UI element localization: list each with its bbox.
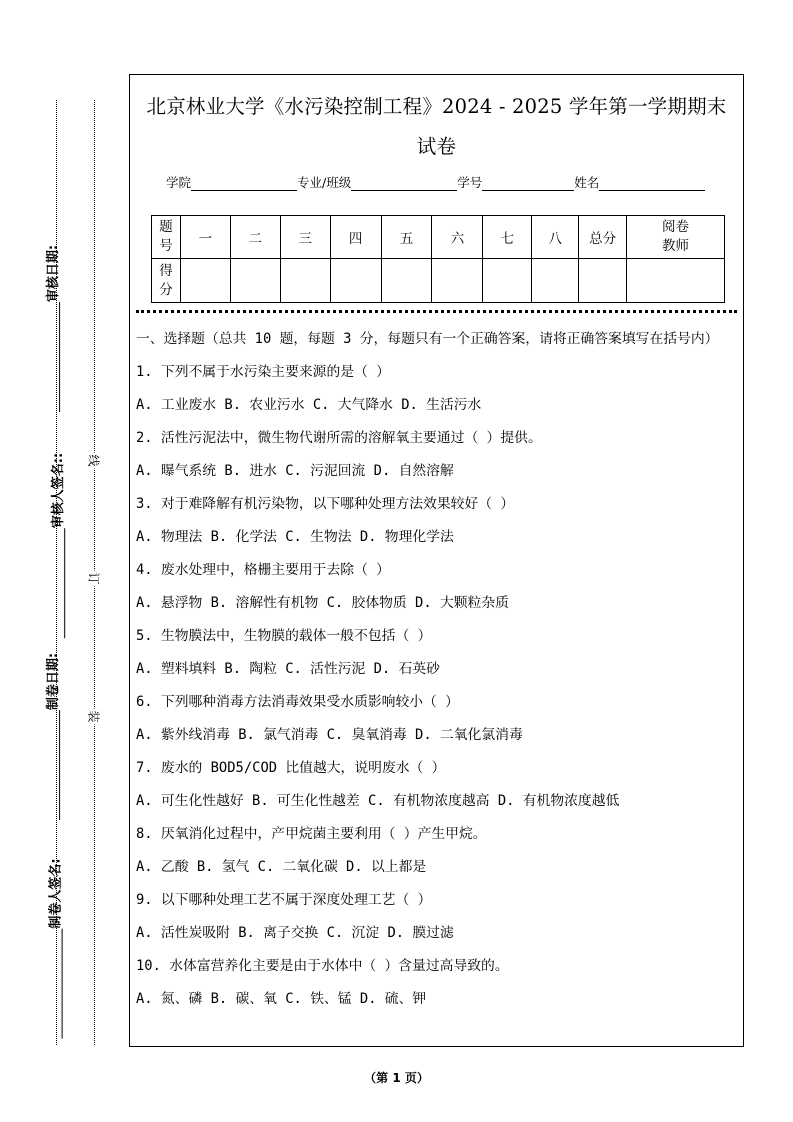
score-cell-4[interactable] — [330, 259, 381, 303]
score-cell-5[interactable] — [381, 259, 432, 303]
question-number-header: 题 号 — [152, 216, 181, 259]
college-blank[interactable] — [191, 177, 297, 191]
section-header-4: 四 — [330, 216, 381, 259]
score-table-header-row — [152, 216, 725, 259]
question-3-options: A. 物理法 B. 化学法 C. 生物法 D. 物理化学法 — [136, 529, 454, 545]
score-cell-total[interactable] — [579, 259, 627, 303]
total-score-header: 总分 — [579, 216, 627, 259]
section-header-1: 一 — [180, 216, 230, 259]
reviewer-header: 阅卷 教师 — [627, 216, 725, 259]
student-id-label: 学号 — [457, 175, 483, 190]
question-4-options: A. 悬浮物 B. 溶解性有机物 C. 胶体物质 D. 大颗粒杂质 — [136, 595, 509, 611]
question-7: 7. 废水的 BOD5/COD 比值越大，说明废水（ ） — [136, 760, 446, 776]
score-cell-1[interactable] — [180, 259, 230, 303]
question-5-options: A. 塑料填料 B. 陶粒 C. 活性污泥 D. 石英砂 — [136, 661, 440, 677]
question-8: 8. 厌氧消化过程中，产甲烷菌主要利用（ ）产生甲烷。 — [136, 826, 487, 842]
student-info-row — [166, 173, 705, 191]
make-date-blank[interactable] — [47, 710, 60, 820]
question-2-options: A. 曝气系统 B. 进水 C. 污泥回流 D. 自然溶解 — [136, 463, 454, 479]
section-header-3: 三 — [280, 216, 330, 259]
binding-line-char: 线 — [86, 454, 101, 467]
section-header-5: 五 — [381, 216, 432, 259]
question-10-options: A. 氮、磷 B. 碳、氧 C. 铁、锰 D. 硫、钾 — [136, 991, 427, 1007]
score-cell-2[interactable] — [230, 259, 280, 303]
student-id-blank[interactable] — [482, 177, 574, 191]
section-header-6: 六 — [432, 216, 483, 259]
section-header-7: 七 — [483, 216, 532, 259]
score-cell-reviewer[interactable] — [627, 259, 725, 303]
section-header-8: 八 — [532, 216, 579, 259]
question-10: 10. 水体富营养化主要是由于水体中（ ）含量过高导致的。 — [136, 958, 509, 974]
maker-sign-text: 制卷人签名: — [48, 858, 64, 929]
question-8-options: A. 乙酸 B. 氢气 C. 二氧化碳 D. 以上都是 — [136, 859, 427, 875]
score-table-score-row — [152, 259, 725, 303]
maker-sign-blank[interactable] — [50, 929, 63, 1039]
question-1-options: A. 工业废水 B. 农业污水 C. 大气降水 D. 生活污水 — [136, 397, 482, 413]
binding-bind-char: 装 — [86, 710, 101, 723]
section-heading: 一、选择题（总共 10 题，每题 3 分，每题只有一个正确答案，请将正确答案填写在括号内） — [136, 331, 719, 347]
section-header-2: 二 — [230, 216, 280, 259]
score-label: 得 分 — [152, 259, 181, 303]
college-label: 学院 — [166, 175, 192, 190]
exam-title-line2: 试卷 — [416, 135, 457, 158]
score-cell-8[interactable] — [532, 259, 579, 303]
question-1: 1. 下列不属于水污染主要来源的是（ ） — [136, 364, 390, 380]
make-date-label — [42, 653, 61, 822]
binding-staple-char: 订 — [86, 572, 101, 585]
score-table — [151, 215, 725, 303]
score-cell-3[interactable] — [280, 259, 330, 303]
score-cell-6[interactable] — [432, 259, 483, 303]
question-9: 9. 以下哪种处理工艺不属于深度处理工艺（ ） — [136, 892, 432, 908]
review-date-label — [42, 245, 61, 414]
reviewer-sign-blank[interactable] — [52, 528, 65, 638]
question-6: 6. 下列哪种消毒方法消毒效果受水质影响较小（ ） — [136, 694, 459, 710]
question-6-options: A. 紫外线消毒 B. 氯气消毒 C. 臭氧消毒 D. 二氧化氯消毒 — [136, 727, 523, 743]
review-date-blank[interactable] — [47, 302, 60, 412]
section-choice-questions — [136, 328, 736, 1022]
question-5: 5. 生物膜法中，生物膜的载体一般不包括（ ） — [136, 628, 432, 644]
maker-sign-label — [45, 858, 64, 1040]
make-date-text: 制卷日期: — [46, 652, 62, 711]
exam-title-line1: 北京林业大学《水污染控制工程》2024 - 2025 学年第一学期期末 — [146, 95, 727, 118]
review-date-text: 审核日期: — [46, 244, 62, 303]
question-7-options: A. 可生化性越好 B. 可生化性越差 C. 有机物浓度越高 D. 有机物浓度越低 — [136, 793, 620, 809]
page-number: （第 1 页） — [364, 1071, 429, 1085]
question-4: 4. 废水处理中，格栅主要用于去除（ ） — [136, 562, 390, 578]
reviewer-sign-text: 审核人签名:: — [51, 452, 67, 529]
name-label: 姓名 — [574, 175, 600, 190]
major-label: 专业/班级 — [297, 175, 352, 190]
question-2: 2. 活性污泥法中，微生物代谢所需的溶解氧主要通过（ ）提供。 — [136, 430, 542, 446]
name-blank[interactable] — [599, 177, 705, 191]
exam-frame — [129, 74, 744, 1047]
major-blank[interactable] — [351, 177, 457, 191]
question-9-options: A. 活性炭吸附 B. 离子交换 C. 沉淀 D. 膜过滤 — [136, 925, 454, 941]
reviewer-sign-label — [47, 453, 66, 640]
dotted-separator — [136, 310, 737, 313]
score-cell-7[interactable] — [483, 259, 532, 303]
question-3: 3. 对于难降解有机污染物，以下哪种处理方法效果较好（ ） — [136, 496, 515, 512]
